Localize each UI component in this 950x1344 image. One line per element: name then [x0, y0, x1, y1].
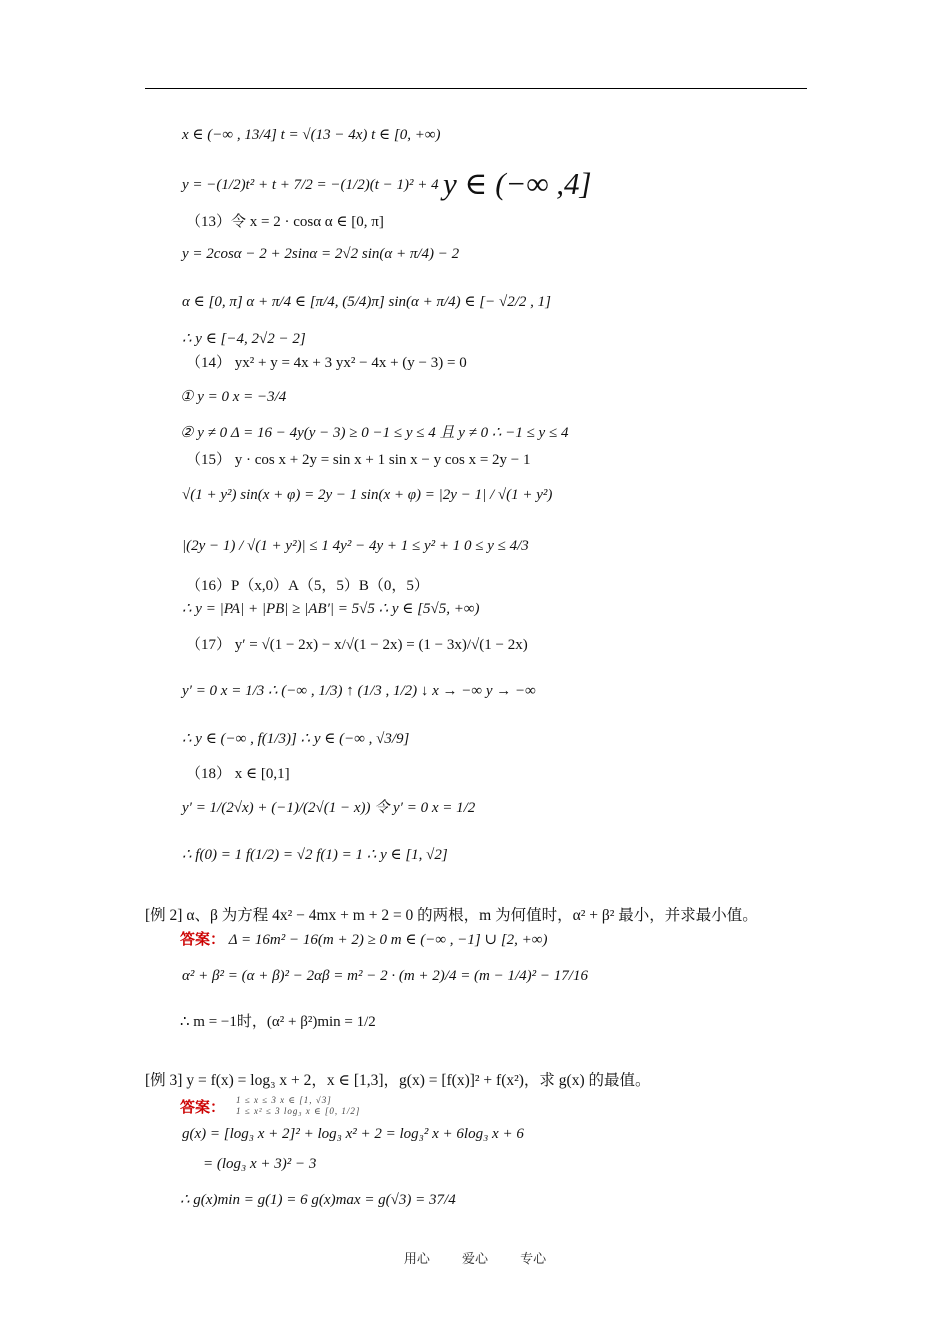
math-line: ② y ≠ 0 Δ = 16 − 4y(y − 3) ≥ 0 −1 ≤ y ≤ 4 且 y ≠ 0 ∴ −1 ≤ y ≤ 4 [180, 425, 569, 441]
item-heading: （13）令 x = 2 · cosα α ∈ [0, π] [186, 214, 384, 230]
condition-system-line: 1 ≤ x² ≤ 3 log₃ x ∈ [0, 1/2] [236, 1106, 361, 1116]
math-line: y′ = 0 x = 1/3 ∴ (−∞ , 1/3) ↑ (1/3 , 1/2) ↓ x → −∞ y → −∞ [182, 683, 536, 699]
item-heading: （17） y′ = √(1 − 2x) − x/√(1 − 2x) = (1 − 3x)/√(1 − 2x) [186, 637, 528, 653]
condition-system-line: 1 ≤ x ≤ 3 x ∈ [1, √3] [236, 1095, 332, 1105]
page-footer: 用心 爱心 专心 [403, 1252, 547, 1267]
math-line: ∴ f(0) = 1 f(1/2) = √2 f(1) = 1 ∴ y ∈ [1, √2] [182, 847, 448, 863]
example-2-question: [例 2] α、β 为方程 4x² − 4mx + m + 2 = 0 的两根，m 为何值时，α² + β² 最小，并求最小值。 [145, 907, 758, 924]
math-line-large: y ∈ (−∞ ,4] [443, 166, 592, 201]
math-line: ① y = 0 x = −3/4 [180, 389, 287, 405]
header-rule [145, 88, 807, 89]
item-heading: （16）P（x,0）A（5，5）B（0，5） [186, 578, 429, 594]
math-line: √(1 + y²) sin(x + φ) = 2y − 1 sin(x + φ) = |2y − 1| / √(1 + y²) [182, 487, 553, 503]
item-heading: （15） y · cos x + 2y = sin x + 1 sin x − y cos x = 2y − 1 [186, 452, 531, 468]
math-line: α ∈ [0, π] α + π/4 ∈ [π/4, (5/4)π] sin(α + π/4) ∈ [− √2/2 , 1] [182, 294, 551, 310]
math-line: ∴ y ∈ (−∞ , f(1/3)] ∴ y ∈ (−∞ , √3/9] [182, 731, 410, 747]
math-line: g(x) = [log₃ x + 2]² + log₃ x² + 2 = log₃² x + 6log₃ x + 6 [182, 1126, 524, 1142]
math-line: ∴ y ∈ [−4, 2√2 − 2] [182, 331, 306, 347]
example-3-question: [例 3] y = f(x) = log₃ x + 2，x ∈ [1,3]，g(x) = [f(x)]² + f(x²)，求 g(x) 的最值。 [145, 1072, 651, 1089]
math-line: = (log₃ x + 3)² − 3 [203, 1156, 317, 1172]
math-line: |(2y − 1) / √(1 + y²)| ≤ 1 4y² − 4y + 1 ≤ y² + 1 0 ≤ y ≤ 4/3 [182, 538, 529, 554]
answer-label: 答案： [180, 932, 226, 948]
math-line: x ∈ (−∞ , 13/4] t = √(13 − 4x) t ∈ [0, +∞) [182, 127, 441, 143]
answer-line [180, 1099, 225, 1117]
math-line: ∴ g(x)min = g(1) = 6 g(x)max = g(√3) = 37/4 [180, 1192, 456, 1208]
math-line: y = −(1/2)t² + t + 7/2 = −(1/2)(t − 1)² + 4 [182, 177, 439, 193]
answer-label: 答案： [180, 1100, 226, 1116]
answer-text: Δ = 16m² − 16(m + 2) ≥ 0 m ∈ (−∞ , −1] ∪ [2, +∞) [228, 932, 548, 948]
math-line: α² + β² = (α + β)² − 2αβ = m² − 2 · (m + 2)/4 = (m − 1/4)² − 17/16 [182, 968, 588, 984]
math-line: ∴ m = −1时，(α² + β²)min = 1/2 [180, 1014, 376, 1030]
math-line: ∴ y = |PA| + |PB| ≥ |AB′| = 5√5 ∴ y ∈ [5√5, +∞) [182, 601, 480, 617]
item-heading: （18） x ∈ [0,1] [186, 766, 290, 782]
answer-line [180, 931, 547, 949]
item-heading: （14） yx² + y = 4x + 3 yx² − 4x + (y − 3) = 0 [186, 355, 467, 371]
math-line: y = 2cosα − 2 + 2sinα = 2√2 sin(α + π/4) − 2 [182, 246, 460, 262]
math-line: y′ = 1/(2√x) + (−1)/(2√(1 − x)) 令 y′ = 0 x = 1/2 [182, 800, 476, 816]
